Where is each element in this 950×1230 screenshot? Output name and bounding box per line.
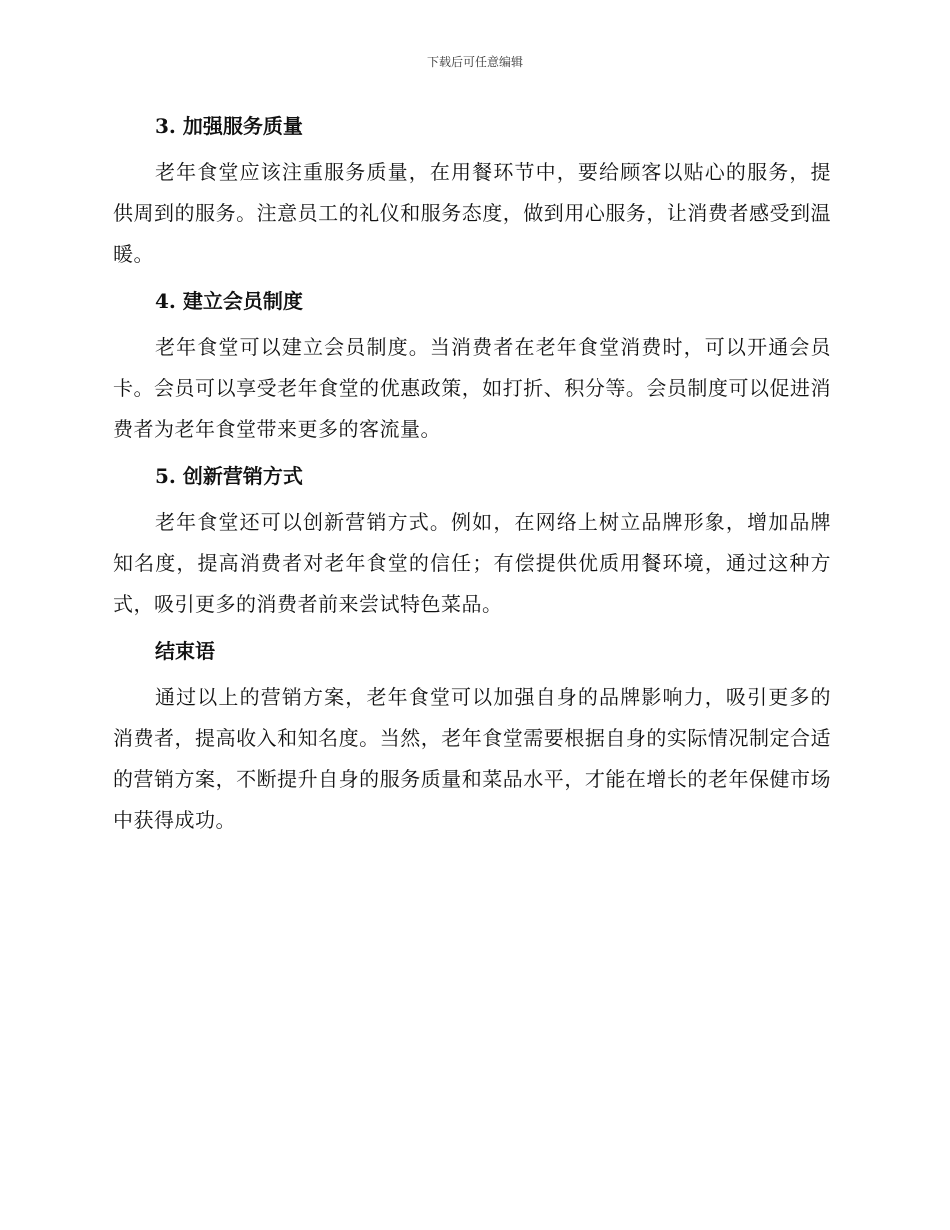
section-heading: 5. 创新营销方式 <box>155 464 303 488</box>
section-membership <box>113 285 831 450</box>
section-heading: 结束语 <box>155 639 215 663</box>
section-heading: 4. 建立会员制度 <box>155 289 303 313</box>
section-service-quality <box>113 110 831 275</box>
section-paragraph: 老年食堂还可以创新营销方式。例如，在网络上树立品牌形象，增加品牌知名度，提高消费者对老年食堂的信任；有偿提供优质用餐环境，通过这种方式，吸引更多的消费者前来尝试特色菜品。 <box>113 510 831 616</box>
section-paragraph: 老年食堂可以建立会员制度。当消费者在老年食堂消费时，可以开通会员卡。会员可以享受老年食堂的优惠政策，如打折、积分等。会员制度可以促进消费者为老年食堂带来更多的客流量。 <box>113 335 831 441</box>
section-marketing <box>113 460 831 625</box>
section-paragraph: 通过以上的营销方案，老年食堂可以加强自身的品牌影响力，吸引更多的消费者，提高收入和知名度。当然，老年食堂需要根据自身的实际情况制定合适的营销方案，不断提升自身的服务质量和菜品水平，才能在增长的老年保健市场中获得成功。 <box>113 685 831 832</box>
page-header: 下载后可任意编辑 <box>426 55 523 69</box>
section-paragraph: 老年食堂应该注重服务质量，在用餐环节中，要给顾客以贴心的服务，提供周到的服务。注意员工的礼仪和服务态度，做到用心服务，让消费者感受到温暖。 <box>113 160 831 266</box>
section-conclusion <box>113 635 831 841</box>
document-body <box>113 110 831 851</box>
section-heading: 3. 加强服务质量 <box>155 114 303 138</box>
